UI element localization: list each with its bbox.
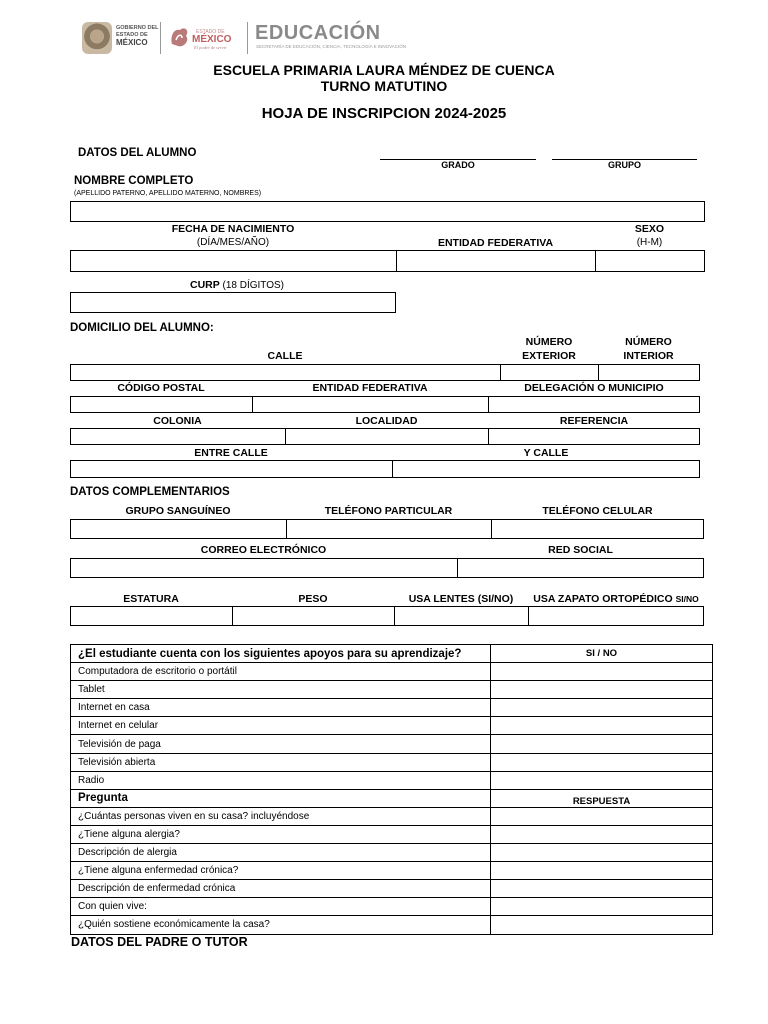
nombre-completo-field[interactable] [70,201,705,222]
sexo-label: SEXO [634,223,665,235]
nombre-completo-label: NOMBRE COMPLETO [74,175,194,187]
calle-label: CALLE [267,350,303,362]
apoyos-question-header: ¿El estudiante cuenta con los siguientes apoyos para su aprendizaje? [71,645,491,663]
apoyo-answer-cell[interactable] [491,753,713,771]
respuesta-cell[interactable] [491,862,713,880]
apoyo-answer-cell[interactable] [491,663,713,681]
section-datos-alumno: DATOS DEL ALUMNO [78,147,197,159]
lentes-label: USA LENTES (SI/NO) [408,593,514,605]
zapato-field[interactable] [529,607,703,625]
grupo-sanguineo-label: GRUPO SANGUÍNEO [125,505,231,517]
telefono-particular-field[interactable] [287,520,491,538]
pregunta-item-label: ¿Tiene alguna alergia? [71,825,491,843]
fecha-hint: (DÍA/MES/AÑO) [196,237,270,248]
mex-small-text: ESTADO DE [196,29,225,35]
apoyo-item-label: Internet en celular [71,717,491,735]
telefono-particular-label: TELÉFONO PARTICULAR [324,505,453,517]
red-social-label: RED SOCIAL [548,544,613,556]
section-datos-complementarios: DATOS COMPLEMENTARIOS [70,486,230,498]
delegacion-field[interactable] [489,397,699,412]
estatura-label: ESTATURA [123,593,179,605]
peso-field[interactable] [233,607,394,625]
section-datos-padre: DATOS DEL PADRE O TUTOR [71,935,248,949]
mex-tagline: El poder de servir [194,45,227,50]
table-row [71,916,713,934]
correo-electronico-field[interactable] [71,559,457,577]
apoyo-answer-cell[interactable] [491,717,713,735]
table-row [71,753,713,771]
num-ext-label-2: EXTERIOR [522,350,576,362]
pregunta-item-label: ¿Quién sostiene económicamente la casa? [71,916,491,934]
entidad-federativa-field[interactable] [397,251,595,271]
entidad-domicilio-field[interactable] [253,397,488,412]
entre-calle-label: ENTRE CALLE [194,447,268,459]
fecha-nacimiento-label: FECHA DE NACIMIENTO [171,223,295,235]
grupo-sanguineo-field[interactable] [71,520,286,538]
referencia-label: REFERENCIA [559,415,629,427]
nombre-hint: (APELLIDO PATERNO, APELLIDO MATERNO, NOMBRES) [74,190,262,197]
apoyo-item-label: Internet en casa [71,699,491,717]
table-header-row [71,645,713,663]
numero-exterior-field[interactable] [501,365,598,380]
table-row [71,807,713,825]
num-int-label-2: INTERIOR [623,350,674,362]
num-int-label-1: NÚMERO [625,336,672,348]
section-domicilio: DOMICILIO DEL ALUMNO: [70,322,214,334]
colonia-label: COLONIA [153,415,202,427]
apoyo-answer-cell[interactable] [491,771,713,789]
pregunta-item-label: Con quien vive: [71,898,491,916]
si-no-header: SI / NO [491,645,713,663]
apoyo-item-label: Radio [71,771,491,789]
pregunta-header: Pregunta [71,789,491,807]
estado-de-mexico-logo [168,22,242,54]
table-row [71,844,713,862]
school-name: ESCUELA PRIMARIA LAURA MÉNDEZ DE CUENCA [213,62,555,78]
y-calle-field[interactable] [393,461,699,477]
respuesta-cell[interactable] [491,880,713,898]
table-row [71,663,713,681]
table-row [71,825,713,843]
peso-label: PESO [298,593,328,605]
apoyo-item-label: Televisión de paga [71,735,491,753]
apoyo-answer-cell[interactable] [491,699,713,717]
table-row [71,862,713,880]
localidad-label: LOCALIDAD [355,415,418,427]
table-row [71,717,713,735]
fecha-nacimiento-field[interactable] [71,251,396,271]
logo-divider-2 [247,22,248,54]
codigo-postal-field[interactable] [71,397,252,412]
calle-field[interactable] [71,365,500,380]
localidad-field[interactable] [286,429,488,444]
pregunta-item-label: ¿Cuántas personas viven en su casa? incluyéndose [71,807,491,825]
school-shift: TURNO MATUTINO [320,78,448,94]
table-row [71,735,713,753]
educacion-logo-title: EDUCACIÓN [255,22,381,44]
sexo-hint: (H-M) [636,237,663,248]
red-social-field[interactable] [458,559,703,577]
pregunta-item-label: Descripción de alergia [71,844,491,862]
respuesta-cell[interactable] [491,916,713,934]
respuesta-cell[interactable] [491,807,713,825]
curp-label: CURP (18 DÍGITOS) [190,279,284,291]
table-row [71,771,713,789]
entidad-nacimiento-label: ENTIDAD FEDERATIVA [437,237,554,249]
table-row [71,898,713,916]
table-row [71,880,713,898]
mex-big-text: MÉXICO [192,34,232,45]
pregunta-item-label: ¿Tiene alguna enfermedad crónica? [71,862,491,880]
curp-field[interactable] [70,292,396,313]
apoyo-answer-cell[interactable] [491,681,713,699]
educacion-logo-subtitle: SECRETARÍA DE EDUCACIÓN, CIENCIA, TECNOLOGÍA E INNOVACIÓN [256,44,407,49]
estatura-field[interactable] [71,607,232,625]
entre-calle-field[interactable] [71,461,392,477]
respuesta-cell[interactable] [491,898,713,916]
referencia-field[interactable] [489,429,699,444]
respuesta-cell[interactable] [491,825,713,843]
pregunta-item-label: Descripción de enfermedad crónica [71,880,491,898]
apoyo-item-label: Computadora de escritorio o portátil [71,663,491,681]
table-row [71,699,713,717]
respuesta-header: RESPUESTA [491,789,713,807]
pregunta-header-row [71,789,713,807]
respuesta-cell[interactable] [491,844,713,862]
delegacion-label: DELEGACIÓN O MUNICIPIO [524,382,664,394]
lentes-field[interactable] [395,607,528,625]
form-title: HOJA DE INSCRIPCION 2024-2025 [261,105,507,122]
apoyo-item-label: Televisión abierta [71,753,491,771]
table-row [71,681,713,699]
numero-interior-field[interactable] [599,365,699,380]
y-calle-label: Y CALLE [523,447,569,459]
apoyo-answer-cell[interactable] [491,735,713,753]
cp-label: CÓDIGO POSTAL [117,382,205,394]
apoyos-preguntas-table [70,644,713,935]
grado-label: GRADO [441,160,475,170]
state-seal-logo [82,22,112,54]
telefono-celular-field[interactable] [492,520,703,538]
gobierno-estado-logo-text: GOBIERNO DEL ESTADO DE MÉXICO [116,25,159,47]
correo-label: CORREO ELECTRÓNICO [200,544,327,556]
apoyo-item-label: Tablet [71,681,491,699]
grupo-label: GRUPO [607,160,641,170]
colonia-field[interactable] [71,429,285,444]
logo-divider [160,22,161,54]
entidad-domicilio-label: ENTIDAD FEDERATIVA [312,382,428,394]
telefono-celular-label: TELÉFONO CELULAR [542,505,653,517]
zapato-label: USA ZAPATO ORTOPÉDICO SI/NO [533,593,699,605]
num-ext-label-1: NÚMERO [525,336,573,348]
sexo-field[interactable] [596,251,704,271]
